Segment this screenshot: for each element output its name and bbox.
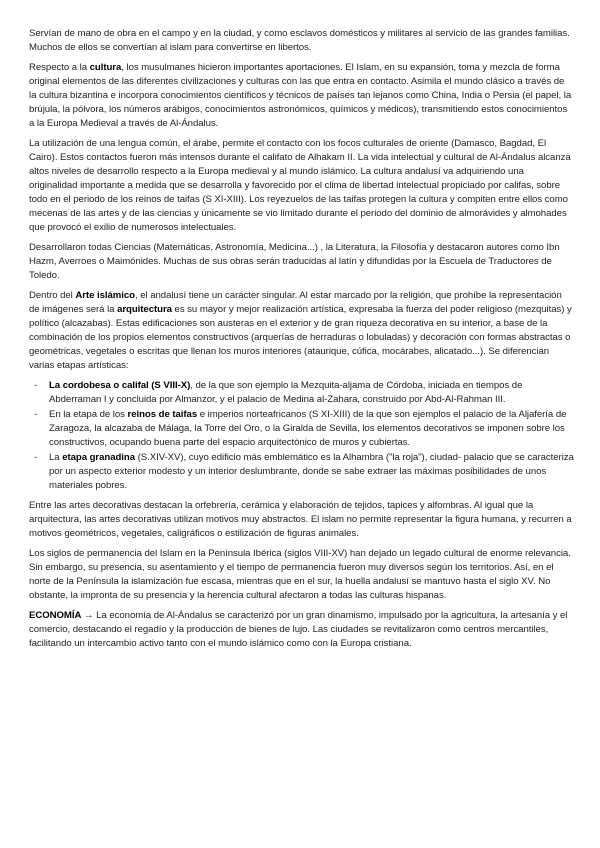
text-span: , de la que son ejemplo la Mezquita-aljama de Córdoba, iniciada en tiempos de Abderraman I y concluida por Almanzor, y el palacio de Medina al-Zahara, construido por Abd-Al-Rahman III.: [49, 380, 523, 405]
bold-term-arte-islamico: Arte islámico: [75, 290, 135, 301]
bold-term-arquitectura: arquitectura: [117, 304, 172, 315]
paragraph-slaves: Servían de mano de obra en el campo y en la ciudad, y como esclavos domésticos y militares al servicio de las grandes familias. Muchos de ellos se convertían al islam para convertirse en libertos.: [29, 28, 570, 53]
list-item: [34, 451, 574, 493]
bold-term-stage: etapa granadina: [62, 452, 136, 463]
list-dash: -: [34, 409, 38, 420]
text-span: Dentro del: [29, 290, 76, 301]
bold-term-stage: reinos de taifas: [127, 409, 198, 420]
bold-term-stage: La cordobesa o califal (S VIII-X): [49, 380, 191, 391]
arrow-right-icon: →: [84, 610, 94, 621]
paragraph-decorative-arts: Entre las artes decorativas destacan la orfebrería, cerámica y elaboración de tejidos, tapices y alfombras. Al igual que la arquitectura, las artes decorativas utilizan motivos muy abstractos. El islam no permite representar la figura humana, y recurren a motivos geométricos, vegetales, caligráficos o estilización de figuras animales.: [29, 500, 572, 539]
paragraph-art: [29, 289, 574, 373]
text-span: La economía de Al-Ándalus se caracterizó por un gran dinamismo, impulsado por la agricultura, la artesanía y el comercio, destacando el regadío y la producción de bienes de lujo. Las ciudades se revitalizaron como centros mercantiles, facilitando un intercambio activo tanto con el mundo islámico como con la Europa cristiana.: [29, 610, 568, 649]
text-span: e imperios norteafricanos (S XI-XIII) de la que son ejemplos el palacio de la Aljafería de Zaragoza, la alcazaba de Málaga, la Torre del Oro, o la Giralda de Sevilla, los elementos decorativos se imponen sobre los constructivos, ocupando buena parte del espacio arquitectónico de muros y cubiertas.: [49, 409, 567, 448]
bold-term-economia: ECONOMÍA: [29, 610, 82, 621]
paragraph-culture: [29, 61, 574, 131]
text-span: La: [49, 452, 63, 463]
text-span: En la etapa de los: [49, 409, 128, 420]
list-item: [34, 408, 574, 450]
text-span: , los musulmanes hicieron importantes aportaciones. El Islam, en su expansión, toma y mezcla de forma original elementos de las diferentes civilizaciones y culturas con las que entra en contacto. Asimila el mundo clásico a través de la cultura bizantina e incorpora conocimientos científicos y técnicos de países tan lejanos como China, India o Persia (el papel, la brújula, la pólvora, los números arábigos, conocimientos astronómicos, químicos y médicos), transmitiendo estos conocimientos a la Europa Medieval a través de Al-Ándalus.: [29, 62, 572, 129]
list-dash: -: [34, 380, 38, 391]
text-span: es su mayor y mejor realización artística, expresaba la fuerza del poder religioso (mezquitas) y político (alcazabas). Estas edificaciones son austeras en el exterior y de gran riqueza decorativa en su interior, a base de la combinación de los propios elementos constructivos (arquerías de herraduras o lobuladas) y decoración con formas abstractas o geométricas, vegetales o escritas que llenan los muros interiores (ataurique, cúfica, mocárabes, alicatado...). Se diferencian varias etapas artísticas:: [29, 304, 572, 371]
art-stages-list: [29, 379, 574, 493]
list-dash: -: [34, 452, 38, 463]
text-span: Respecto a la: [29, 62, 90, 73]
paragraph-legacy: Los siglos de permanencia del Islam en la Península Ibérica (siglos VIII-XV) han dejado un legado cultural de enorme relevancia. Sin embargo, su presencia, su asentamiento y el tiempo de permanencia fueron muy diversos según los territorios. Así, en el norte de la Península la islamización fue escasa, mientras que en el sur, la huella andalusí se mantuvo hasta el siglo XV. No obstante, la impronta de su presencia y la herencia cultural afectaron a todas las culturas hispanas.: [29, 548, 571, 601]
paragraph-language: La utilización de una lengua común, el árabe, permite el contacto con los focos culturales de oriente (Damasco, Bagdad, El Cairo). Estos contactos fueron más intensos durante el califato de Alhakam II. La vida intelectual y cultural de Al-Ándalus alcanza altos niveles de desarrollo respecto a la Europa medieval y al mundo islámico. La cultura andalusí va adquiriendo una originalidad importante a medida que se desarrolla y favorecido por el clima de libertad intelectual propiciado por califas, sobre todo en el periodo de los reinos de taifas (S XI-XIII). Los reyezuelos de las taifas protegen la cultura y compiten entre ellos como mecenas de las artes y de las ciencias y únicamente se vio limitado durante el periodo del dominio de almorávides y almohades que provocó el exilio de numerosos intelectuales.: [29, 138, 571, 233]
text-span: (S.XIV-XV), cuyo edificio más emblemático es la Alhambra ("la roja"), ciudad- palacio que se caracteriza por un aspecto exterior modesto y un interior deslumbrante, donde se sabe extraer las máximas posibilidades de unos materiales pobres.: [49, 452, 574, 491]
text-span: , el andalusí tiene un carácter singular. Al estar marcado por la religión, que prohíbe la representación de imágenes será la: [29, 290, 562, 315]
paragraph-sciences: Desarrollaron todas Ciencias (Matemáticas, Astronomía, Medicina...) , la Literatura, la Filosofía y destacaron autores como Ibn Hazm, Averroes o Maimónides. Muchas de sus obras serán traducidas al latín y difundidas por la Escuela de Traductores de Toledo.: [29, 242, 560, 281]
paragraph-economy: [29, 609, 574, 651]
list-item: [34, 379, 574, 407]
bold-term-cultura: cultura: [89, 62, 122, 73]
